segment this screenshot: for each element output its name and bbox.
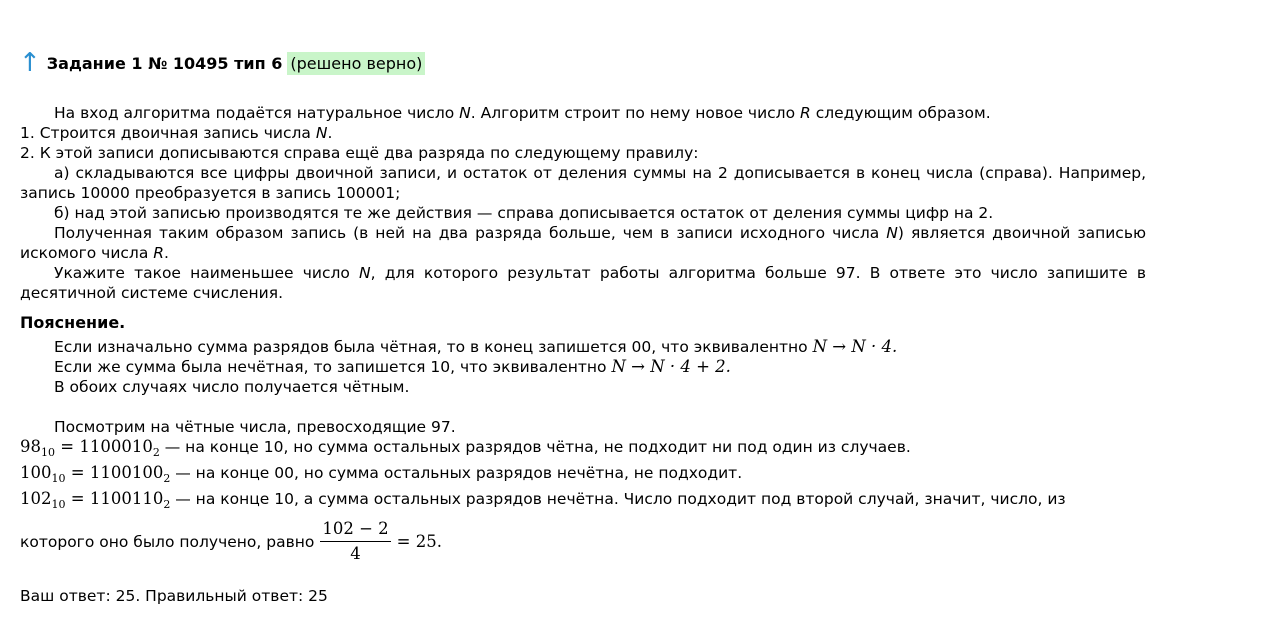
- explanation-line-3: В обоих случаях число получается чётным.: [54, 378, 410, 396]
- problem-intro: На вход алгоритма подаётся натуральное число N. Алгоритм строит по нему новое число R следующим образом.: [54, 104, 991, 122]
- explanation-case-100: $100_{10} = 1100100_2$ — на конце 00, но сумма остальных разрядов нечётна, не подходит.: [20, 463, 743, 486]
- problem-question: Укажите такое наименьшее число N, для которого результат работы алгоритма больше 97. В ответе это число запишите в десятичной системе счисления.: [20, 264, 1146, 302]
- explanation-fraction-line: которого оно было получено, равно $\frac{102 - 2}{4}$ = 25.: [20, 519, 442, 564]
- explanation-title: Пояснение.: [20, 313, 126, 332]
- problem-step-2a: а) складываются все цифры двоичной записи, и остаток от деления суммы на 2 дописывается в конец числа (справа). Например, запись 10000 преобразуется в запись 100001;: [20, 164, 1146, 202]
- task-content: [20, 103, 1146, 606]
- fraction: $\frac{102 - 2}{4}$: [322, 519, 389, 564]
- explanation-case-98: $98_{10} = 1100010_2$ — на конце 10, но сумма остальных разрядов чётна, не подходит ни под один из случаев.: [20, 437, 911, 460]
- explanation-line-4: Посмотрим на чётные числа, превосходящие 97.: [54, 418, 456, 436]
- problem-step-2b: б) над этой записью производятся те же действия — справа дописывается остаток от деления суммы цифр на 2.: [54, 204, 994, 222]
- explanation-line-2: Если же сумма была нечётная, то запишется 10, что эквивалентно N → N · 4 + 2.: [54, 357, 731, 376]
- task-header: [19, 46, 425, 80]
- task-title: Задание 1 № 10495 тип 6: [46, 53, 283, 73]
- answer-line: Ваш ответ: 25. Правильный ответ: 25: [20, 587, 328, 606]
- up-arrow-icon[interactable]: ↑: [19, 48, 41, 78]
- problem-step-2: 2. К этой записи дописываются справа ещё два разряда по следующему правилу:: [20, 144, 699, 162]
- explanation-case-102: $102_{10} = 1100110_2$ — на конце 10, а сумма остальных разрядов нечётна. Число подходит под второй случай, значит, число, из: [20, 489, 1066, 512]
- problem-step-1: 1. Строится двоичная запись числа N.: [20, 124, 333, 142]
- explanation-line-1: Если изначально сумма разрядов была чётная, то в конец запишется 00, что эквивалентно N → N · 4.: [54, 337, 898, 356]
- status-badge: (решено верно): [287, 52, 425, 75]
- problem-result-description: Полученная таким образом запись (в ней на два разряда больше, чем в записи исходного числа N) является двоичной записью искомого числа R.: [20, 224, 1147, 262]
